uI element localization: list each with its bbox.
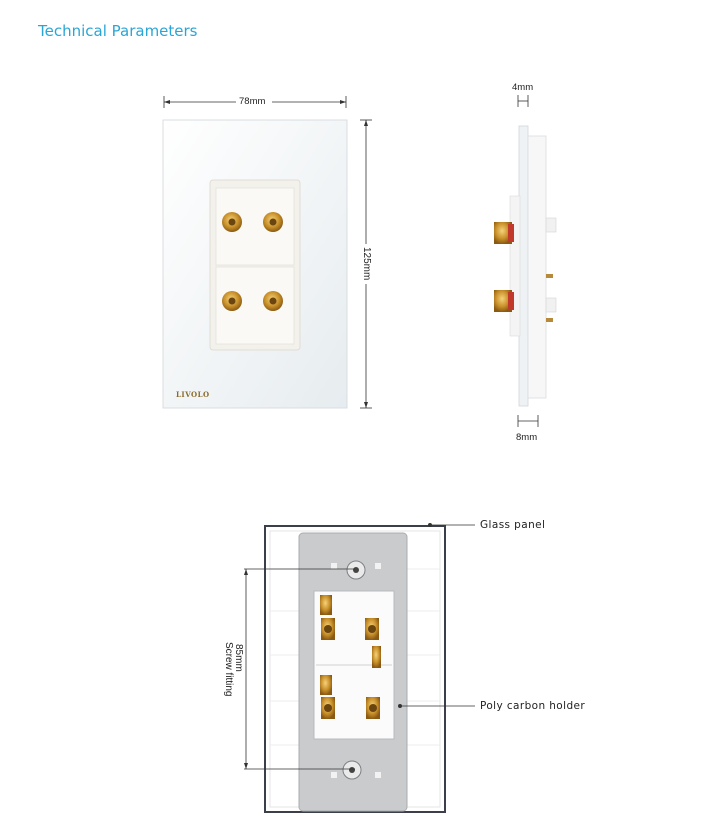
binding-post xyxy=(263,212,283,232)
height-dimension-label: 125mm xyxy=(361,247,372,281)
width-dimension-label: 78mm xyxy=(239,96,266,107)
binding-post xyxy=(222,291,242,311)
screw-fitting-label: Screw fitting xyxy=(223,642,234,697)
side-top-dimension-label: 4mm xyxy=(512,82,534,93)
back-view xyxy=(244,523,475,812)
brand-logo: LIVOLO xyxy=(176,390,210,399)
side-bottom-dimension-label: 8mm xyxy=(516,432,538,443)
screw-size-label: 85mm xyxy=(233,644,244,672)
glass-panel-callout: Glass panel xyxy=(480,519,546,531)
binding-post xyxy=(263,291,283,311)
page-title: Technical Parameters xyxy=(38,22,198,40)
binding-post xyxy=(222,212,242,232)
holder-callout: Poly carbon holder xyxy=(480,700,586,712)
front-view xyxy=(163,96,372,408)
side-view xyxy=(494,95,556,427)
